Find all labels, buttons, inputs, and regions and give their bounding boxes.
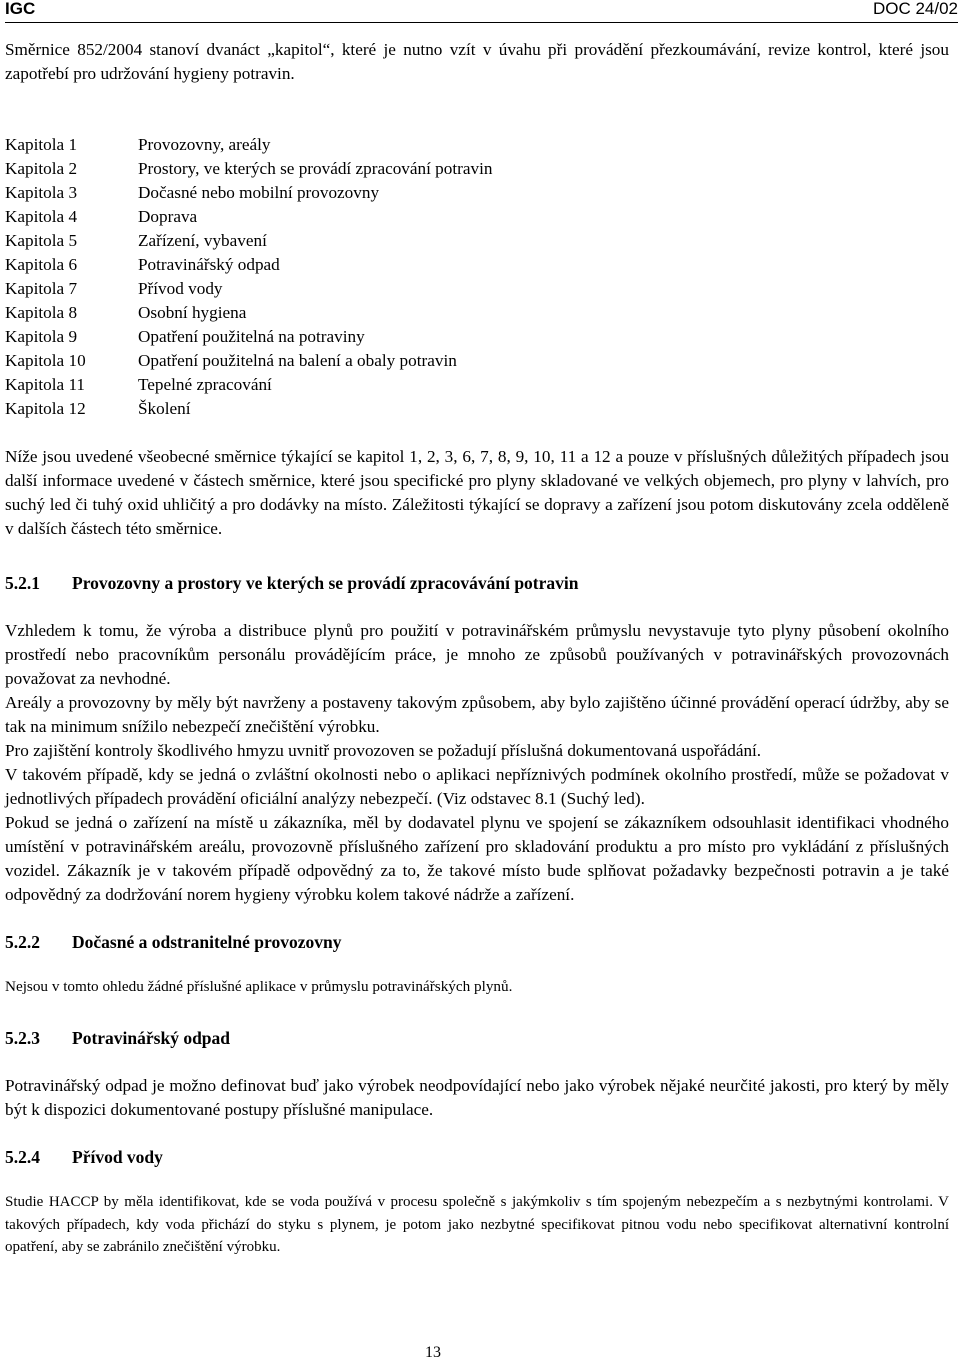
chapter-number: Kapitola 4 xyxy=(5,207,78,226)
section-number: 5.2.4 xyxy=(5,1147,40,1167)
chapter-row xyxy=(5,181,492,205)
chapter-title: Provozovny, areály xyxy=(138,135,271,154)
chapter-row xyxy=(5,157,492,181)
summary-paragraph: Níže jsou uvedené všeobecné směrnice týkající se kapitol 1, 2, 3, 6, 7, 8, 9, 10, 11 a 12 a pouze v příslušných důležitých případech jsou další informace uvedené v částech směrnice, které jsou specifické pro plyny skladované ve velkých objemech, pro plyny v lahvích, pro suchý led či tuhý oxid uhličitý a pro dodávky na místo. Záležitosti týkající se dopravy a zařízení jsou potom diskutovány zcela odděleně v dalších částech této směrnice. xyxy=(5,447,949,538)
chapter-title: Opatření použitelná na balení a obaly potravin xyxy=(138,351,457,370)
page-number: 13 xyxy=(425,1344,441,1361)
chapter-row xyxy=(5,229,492,253)
header-org: IGC xyxy=(5,0,36,18)
section-5-2-3-paragraph-1: Potravinářský odpad je možno definovat buď jako výrobek neodpovídající nebo jako výrobek nějaké neurčité jakosti, pro který by měly být k dispozici dokumentované postupy příslušné manipulace. xyxy=(5,1076,949,1119)
chapter-row xyxy=(5,301,492,325)
chapter-number: Kapitola 3 xyxy=(5,183,78,202)
chapter-row xyxy=(5,133,492,157)
chapter-title: Potravinářský odpad xyxy=(138,255,280,274)
chapter-row xyxy=(5,253,492,277)
chapter-title: Tepelné zpracování xyxy=(138,375,272,394)
chapter-row xyxy=(5,325,492,349)
chapter-number: Kapitola 1 xyxy=(5,135,78,154)
section-5-2-1-paragraph-1: Vzhledem k tomu, že výroba a distribuce plynů pro použití v potravinářském průmyslu nevystavuje tyto plyny působení okolního prostředí nebo pracovníkům personálu provádějícím práce, je mnoho ze způsobů používaných v potravinářských provozovnách považovat za nevhodné. xyxy=(5,621,949,688)
document-body xyxy=(5,38,949,1259)
section-number: 5.2.1 xyxy=(5,573,40,593)
chapter-row xyxy=(5,349,492,373)
section-heading-5-2-4 xyxy=(5,1145,949,1169)
section-heading-5-2-1 xyxy=(5,571,949,595)
section-5-2-1-paragraph-2: Areály a provozovny by měly být navrženy a postaveny takovým způsobem, aby bylo zajištěno účinné provádění operací údržby, aby se tak na minimum snížilo nebezpečí znečištění výrobku. xyxy=(5,693,949,736)
chapter-number: Kapitola 12 xyxy=(5,399,86,418)
chapter-number: Kapitola 8 xyxy=(5,303,78,322)
chapter-row xyxy=(5,277,492,301)
section-5-2-4-paragraph-1: Studie HACCP by měla identifikovat, kde se voda používá v procesu společně s jakýmkoliv s tím spojeným nebezpečím a s nezbytnými kontrolami. V takových případech, kdy voda přichází do styku s plynem, je potom jako nezbytné specifikovat pitnou vodu nebo specifikovat alternativní kontrolní opatření, aby se zabránilo znečištění výrobku. xyxy=(5,1194,949,1255)
section-heading-5-2-2 xyxy=(5,930,949,954)
chapter-title: Osobní hygiena xyxy=(138,303,247,322)
chapters-table xyxy=(5,133,492,421)
chapter-title: Zařízení, vybavení xyxy=(138,231,267,250)
section-number: 5.2.3 xyxy=(5,1028,40,1048)
header-doc-id: DOC 24/02 xyxy=(872,0,958,18)
section-5-2-1-paragraph-3: Pro zajištění kontroly škodlivého hmyzu uvnitř provozoven se požadují příslušná dokumentovaná uspořádání. xyxy=(5,741,762,760)
chapter-row xyxy=(5,373,492,397)
page-header xyxy=(5,0,958,23)
chapter-title: Dočasné nebo mobilní provozovny xyxy=(138,183,380,202)
chapter-number: Kapitola 9 xyxy=(5,327,78,346)
chapter-number: Kapitola 2 xyxy=(5,159,78,178)
chapter-number: Kapitola 7 xyxy=(5,279,78,298)
chapter-title: Školení xyxy=(138,399,191,418)
chapter-title: Přívod vody xyxy=(138,279,223,298)
section-title: Přívod vody xyxy=(72,1147,163,1167)
chapter-number: Kapitola 11 xyxy=(5,375,86,394)
section-number: 5.2.2 xyxy=(5,932,40,952)
intro-paragraph: Směrnice 852/2004 stanoví dvanáct „kapitol“, které je nutno vzít v úvahu při provádění přezkoumávání, revize kontrol, které jsou zapotřebí pro udržování hygieny potravin. xyxy=(5,40,949,83)
chapter-row xyxy=(5,205,492,229)
section-heading-5-2-3 xyxy=(5,1026,949,1050)
section-5-2-1-paragraph-5: Pokud se jedná o zařízení na místě u zákazníka, měl by dodavatel plynu ve spojení se zákazníkem odsouhlasit identifikaci vhodného umístění v potravinářském areálu, provozovně příslušného zařízení pro skladování produktu a pro místo pro vykládání z příslušných vozidel. Zákazník je v takovém případě odpovědný za to, že takové místo bude splňovat požadavky bezpečnosti potravin a je také odpovědný za dodržování norem hygieny výrobku kolem takové nádrže a zařízení. xyxy=(5,813,949,904)
section-title: Provozovny a prostory ve kterých se provádí zpracovávání potravin xyxy=(72,573,579,593)
chapter-number: Kapitola 6 xyxy=(5,255,78,274)
section-5-2-2-paragraph-1: Nejsou v tomto ohledu žádné příslušné aplikace v průmyslu potravinářských plynů. xyxy=(5,978,513,995)
chapter-title: Opatření použitelná na potraviny xyxy=(138,327,365,346)
chapter-number: Kapitola 10 xyxy=(5,351,86,370)
chapter-number: Kapitola 5 xyxy=(5,231,78,250)
chapter-title: Doprava xyxy=(138,207,198,226)
section-title: Potravinářský odpad xyxy=(72,1028,231,1048)
chapter-title: Prostory, ve kterých se provádí zpracování potravin xyxy=(138,159,493,178)
section-5-2-1-paragraph-4: V takovém případě, kdy se jedná o zvláštní okolnosti nebo o aplikaci nepříznivých podmínek okolního prostředí, může se požadovat v jednotlivých případech provádění oficiální analýzy nebezpečí. (Viz odstavec 8.1 (Suchý led). xyxy=(5,765,949,808)
chapter-row xyxy=(5,397,492,421)
section-title: Dočasné a odstranitelné provozovny xyxy=(72,932,342,952)
